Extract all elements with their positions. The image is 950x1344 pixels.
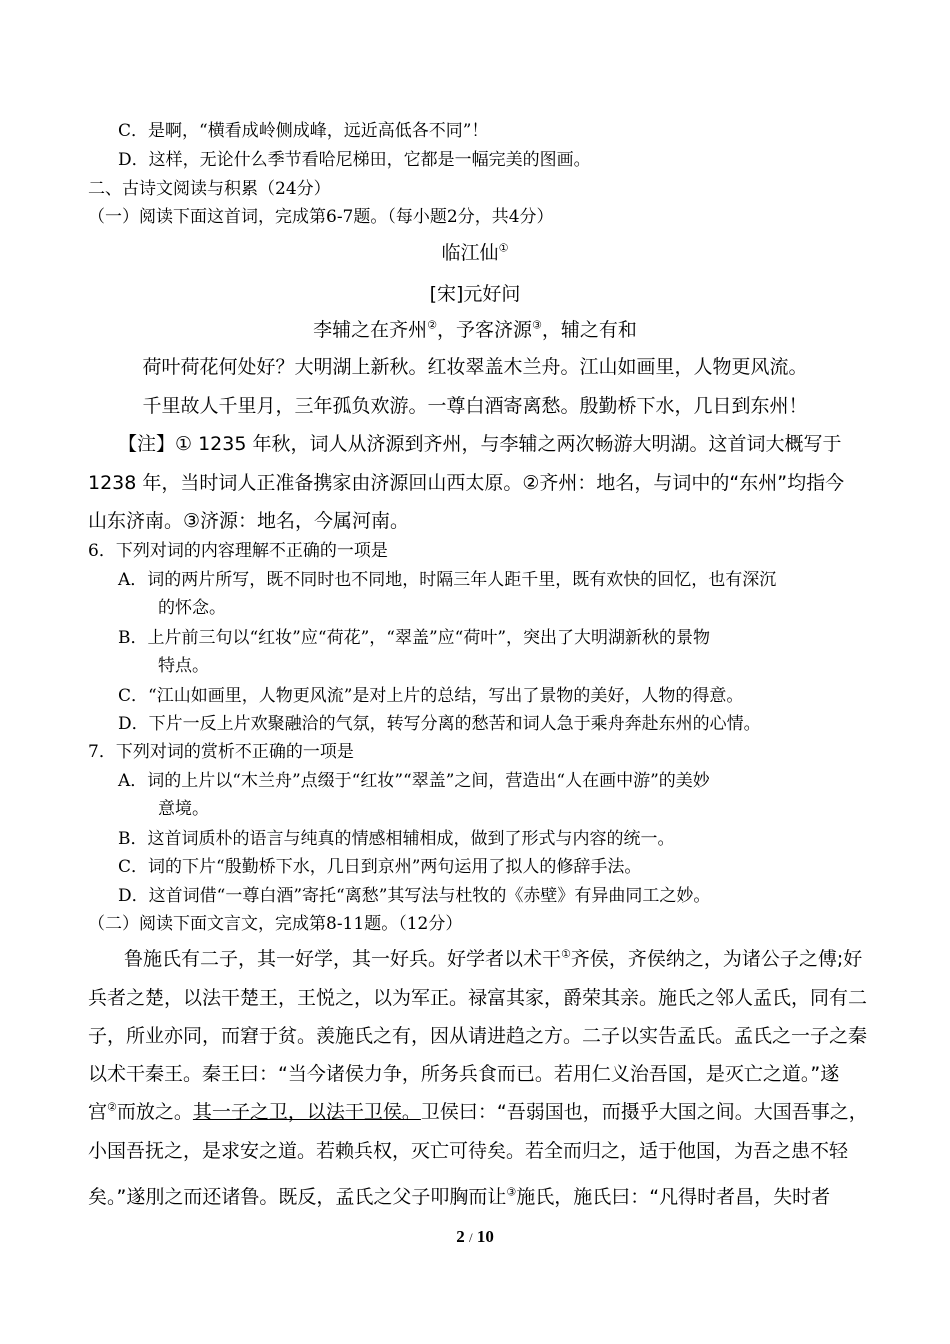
passage-line-2: 兵者之楚，以法干楚王，王悦之，以为军正。禄富其家，爵荣其亲。施氏之邻人孟氏，同有二 xyxy=(88,987,868,1009)
q6-option-c: C．“江山如画里，人物更风流”是对上片的总结，写出了景物的美好，人物的得意。 xyxy=(118,686,744,706)
passage-line-4: 以术干秦王。秦王曰：“当今诸侯力争，所务兵食而已。若用仁义治吾国，是灭亡之道。”遂 xyxy=(88,1063,840,1085)
poem-title: 临江仙① xyxy=(441,241,509,264)
q6-option-a-cont: 的怀念。 xyxy=(158,598,226,618)
underlined-sentence: 其一子之卫，以法干卫侯。 xyxy=(192,1101,421,1123)
q5-option-c: C．是啊，“横看成岭侧成峰，远近高低各不同”！ xyxy=(118,121,489,141)
section-2-title: 二、古诗文阅读与积累（24分） xyxy=(88,179,331,199)
poem-line-1: 荷叶荷花何处好？大明湖上新秋。红妆翠盖木兰舟。江山如画里，人物更风流。 xyxy=(142,356,808,378)
q6-stem: 6．下列对词的内容理解不正确的一项是 xyxy=(88,541,388,561)
poem-line-2: 千里故人千里月，三年孤负欢游。一尊白酒寄离愁。殷勤桥下水，几日到东州！ xyxy=(142,395,808,417)
poem-author: [宋]元好问 xyxy=(429,283,521,305)
q6-option-a: A．词的两片所写，既不同时也不同地，时隔三年人距千里，既有欢快的回忆，也有深沉 xyxy=(118,570,777,590)
q6-option-b: B．上片前三句以“红妆”应“荷花”，“翠盖”应“荷叶”，突出了大明湖新秋的景物 xyxy=(118,628,711,648)
passage-line-5: 宫②而放之。其一子之卫，以法干卫侯。卫侯曰：“吾弱国也，而摄乎大国之间。大国吾事之， xyxy=(88,1100,868,1123)
q7-stem: 7．下列对词的赏析不正确的一项是 xyxy=(88,742,354,762)
passage-line-7: 矣。”遂刖之而还诸鲁。既反，孟氏之父子叩胸而让③施氏，施氏曰：“凡得时者昌，失时者 xyxy=(88,1185,831,1208)
q7-option-a-cont: 意境。 xyxy=(158,799,209,819)
q6-option-d: D．下片一反上片欢聚融洽的气氛，转写分离的愁苦和词人急于乘舟奔赴东州的心情。 xyxy=(118,714,761,734)
q7-option-d: D．这首词借“一尊白酒”寄托“离愁”其写法与杜牧的《赤壁》有异曲同工之妙。 xyxy=(118,886,711,906)
passage-line-3: 子，所业亦同，而窘于贫。羡施氏之有，因从请进趋之方。二子以实告孟氏。孟氏之一子之秦 xyxy=(88,1025,868,1047)
poem-preface: 李辅之在齐州②，予客济源③，辅之有和 xyxy=(313,318,637,341)
q7-option-b: B．这首词质朴的语言与纯真的情感相辅相成，做到了形式与内容的统一。 xyxy=(118,829,675,849)
poem-title-note: ① xyxy=(498,241,509,255)
q5-option-d: D．这样，无论什么季节看哈尼梯田，它都是一幅完美的图画。 xyxy=(118,150,591,170)
page-number: 2 / 10 xyxy=(456,1227,494,1246)
q7-option-c: C．词的下片“殷勤桥下水，几日到京州”两句运用了拟人的修辞手法。 xyxy=(118,857,642,877)
poem-notes-line-1: 【注】① 1235 年秋，词人从济源到齐州，与李辅之两次畅游大明湖。这首词大概写于 xyxy=(118,433,842,455)
passage-line-6: 小国吾抚之，是求安之道。若赖兵权，灭亡可待矣。若全而归之，适于他国，为吾之患不轻 xyxy=(88,1140,849,1162)
poem-notes-line-3: 山东济南。③济源：地名，今属河南。 xyxy=(88,510,410,532)
q6-option-b-cont: 特点。 xyxy=(158,656,209,676)
q7-option-a: A．词的上片以“木兰舟”点缀于“红妆”“翠盖”之间，营造出“人在画中游”的美妙 xyxy=(118,771,710,791)
part-1-instruction: （一）阅读下面这首词，完成第6-7题。（每小题2分，共4分） xyxy=(88,207,554,227)
poem-notes-line-2: 1238 年，当时词人正准备携家由济源回山西太原。②齐州：地名，与词中的“东州”均指今 xyxy=(88,472,845,494)
part-2-instruction: （二）阅读下面文言文，完成第8-11题。（12分） xyxy=(88,914,463,934)
passage-line-1: 鲁施氏有二子，其一好学，其一好兵。好学者以术干①齐侯，齐侯纳之，为诸公子之傅;好 xyxy=(124,947,863,970)
